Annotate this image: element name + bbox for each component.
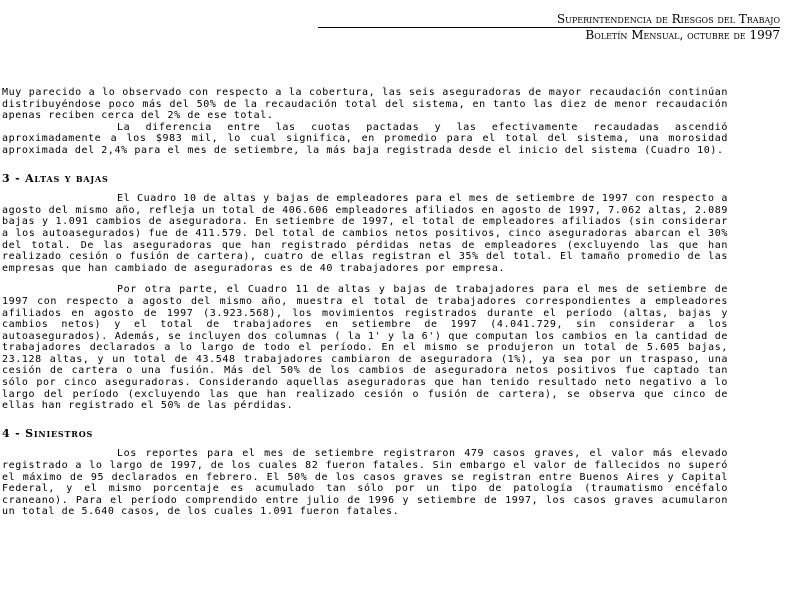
paragraph-gap [2, 274, 728, 284]
paragraph-empleadores: El Cuadro 10 de altas y bajas de empleadores para el mes de setiembre de 1997 con respecto a agosto del mismo año, refleja un total de 406.606 empleadores afiliados en agosto de 1997, 7.062 altas, 2.089 bajas y 1.091 cambios de aseguradora. En setiembre de 1997, el total de empleadores afiliados (sin considerar a los autoasegurados) fue de 411.579. Del total de cambios netos positivos, cinco aseguradoras abarcan el 30% del total. De las aseguradoras que han registrado pérdidas netas de empleadores (excluyendo las que han realizado cesión o fusión de cartera), cuatro de ellas registran el 35% del total. El tamaño promedio de las empresas que han cambiado de aseguradoras es de 40 trabajadores por empresa. [2, 193, 728, 274]
paragraph-morosidad: La diferencia entre las cuotas pactadas y las efectivamente recaudadas ascendió aproximadamente a los $983 mil, lo cual significa, en promedio para el total del sistema, una morosidad aproximada del 2,4% para el mes de setiembre, la más baja registrada desde el inicio del sistema (Cuadro 10). [2, 121, 728, 156]
paragraph-siniestros: Los reportes para el mes de setiembre registraron 479 casos graves, el valor más elevado registrado a lo largo de 1997, de los cuales 82 fueron fatales. Sin embargo el valor de fallecidos no superó el máximo de 95 declarados en febrero. El 50% de los casos graves se registran entre Buenos Aires y Capital Federal, y el mismo porcentaje es acumulado tan sólo por un tipo de patología (traumatismo encéfalo craneano). Para el período comprendido entre julio de 1996 y setiembre de 1997, los casos graves acumularon un total de 5.640 casos, de los cuales 1.091 fueron fatales. [2, 448, 728, 518]
header-rule [318, 27, 780, 28]
section-heading-altas-bajas: 3 - Altas y bajas [2, 171, 109, 185]
document-body [2, 87, 728, 518]
paragraph-trabajadores: Por otra parte, el Cuadro 11 de altas y bajas de trabajadores para el mes de setiembre de 1997 con respecto a agosto del mismo año, muestra el total de trabajadores correspondientes a empleadores afiliados en agosto de 1997 (3.923.568), los movimientos registrados durante el período (altas, bajas y cambios netos) y el total de trabajadores en setiembre de 1997 (4.041.729, sin considerar a los autoasegurados). Además, se incluyen dos columnas ( la 1' y la 6') que computan los cambios en la cantidad de trabajadores declarados a lo largo de todo el período. En el mismo se produjeron un total de 5.605 bajas, 23.128 altas, y un total de 43.548 trabajadores cambiaron de aseguradora (1%), ya sea por un traspaso, una cesión de cartera o una fusión. Más del 50% de los cambios de aseguradora netos positivos fue captado tan sólo por cinco aseguradoras. Considerando aquellas aseguradoras que han tenido resultado neto negativo a lo largo del período (excluyendo las que han realizado cesión o fusión de cartera), se observa que cinco de ellas han registrado el 50% de las pérdidas. [2, 284, 728, 412]
header-institution: Superintendencia de Riesgos del Trabajo [556, 12, 780, 26]
section-heading-siniestros: 4 - Siniestros [2, 426, 94, 440]
header-bulletin: Boletín Mensual, octubre de 1997 [585, 28, 780, 42]
page-header [0, 12, 780, 42]
paragraph-recaudacion: Muy parecido a lo observado con respecto a la cobertura, las seis aseguradoras de mayor recaudación continúan distribuyéndose poco más del 50% de la recaudación total del sistema, en tanto las diez de menor recaudación apenas reciben cerca del 2% de ese total. [2, 87, 728, 122]
